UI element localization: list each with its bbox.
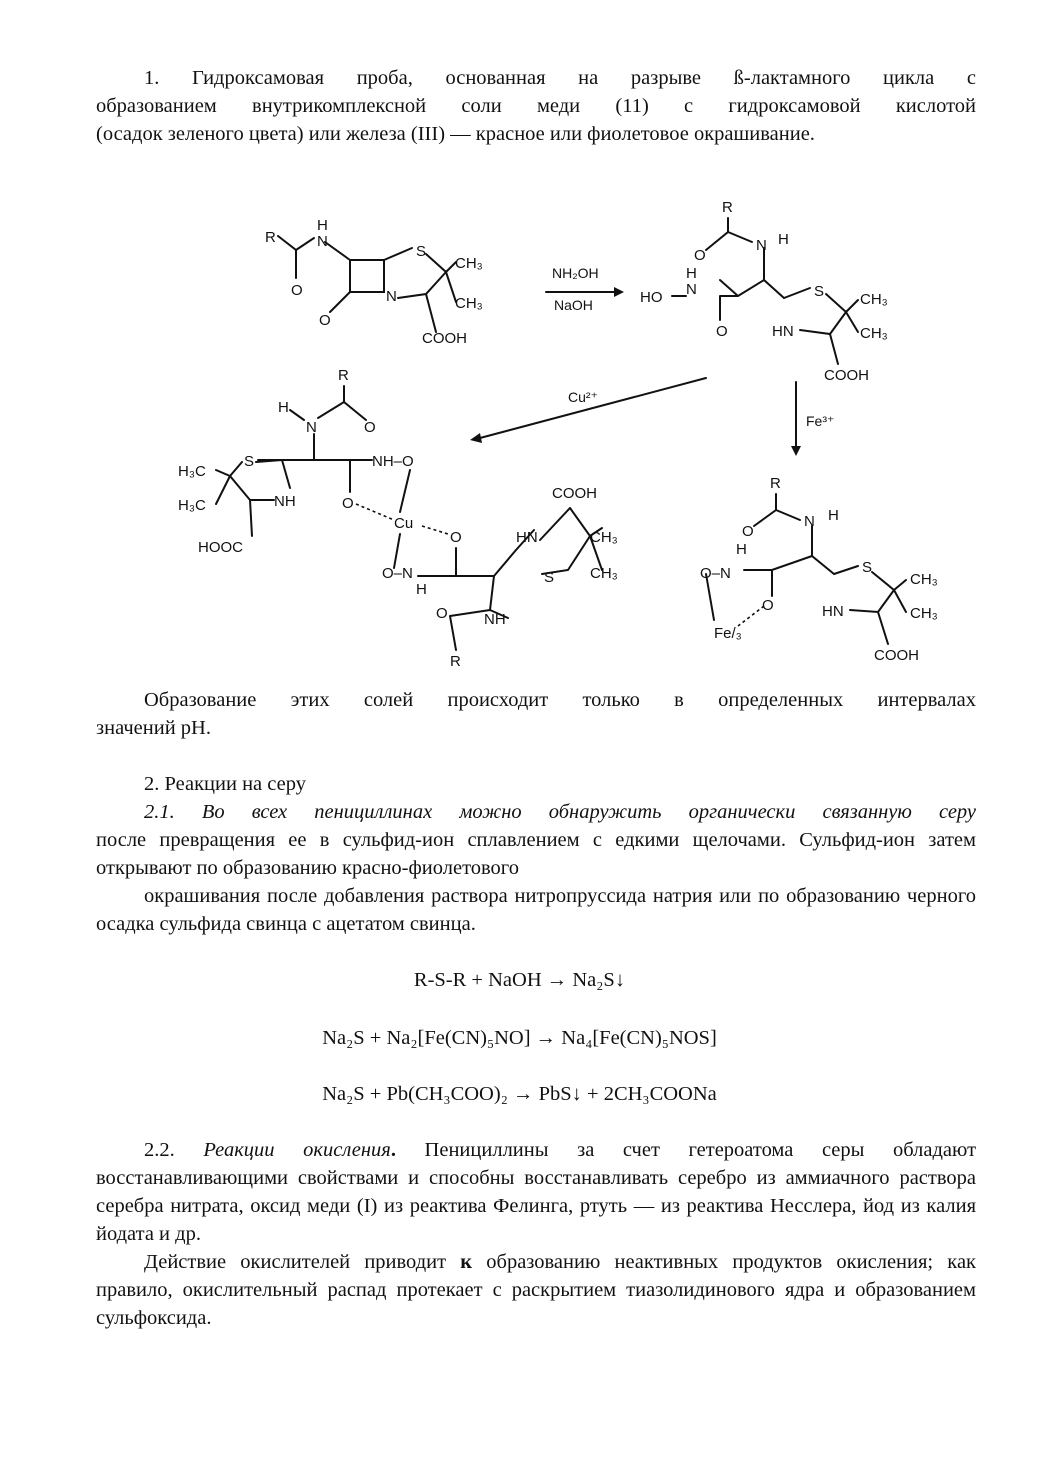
atom-cooh: COOH: [874, 647, 919, 664]
atom-cooh: COOH: [422, 330, 467, 347]
atom-ch3: CH₃: [455, 295, 483, 312]
section-2-1-italic: [96, 798, 976, 826]
atom-s: S: [544, 569, 555, 586]
atom-o-n: O–N: [382, 565, 413, 582]
atom-nh-o: NH–O: [372, 453, 414, 470]
section-2-2-paragraph-2: [96, 1248, 976, 1332]
atom-s: S: [416, 243, 427, 260]
atom-o: O: [742, 523, 754, 540]
atom-n: N: [317, 233, 328, 250]
atom-n: N: [804, 513, 815, 530]
intro-line-1: 1. Гидроксамовая проба, основанная на разрыве ß-лактамного цикла с: [144, 67, 976, 89]
atom-o-n: O–N: [700, 565, 731, 582]
atom-h: H: [686, 265, 697, 282]
atom-o: O: [694, 247, 706, 264]
reaction-arrow-fe: [791, 382, 834, 456]
atom-hn: HN: [772, 323, 794, 340]
section-2-2-p2-start: Действие окислителей приводит: [144, 1251, 461, 1273]
atom-n: N: [686, 281, 697, 298]
atom-h: H: [736, 541, 747, 558]
atom-hn: HN: [822, 603, 844, 620]
section-2-heading: 2. Реакции на серу: [144, 773, 306, 795]
atom-h: H: [828, 507, 839, 524]
atom-r: R: [338, 367, 349, 384]
equation-1: R-S-R + NaOH → Na₂S↓: [413, 969, 626, 991]
atom-cu: Cu: [394, 515, 414, 532]
atom-h: H: [278, 399, 289, 416]
atom-s: S: [814, 283, 825, 300]
reagent-naoh: NaOH: [554, 297, 593, 313]
copper-complex-structure: [178, 367, 618, 670]
atom-cooh: COOH: [552, 485, 597, 502]
atom-ch3: CH₃: [455, 255, 483, 272]
hydroxamic-acid-structure: [640, 199, 888, 384]
atom-nh: NH: [484, 611, 506, 628]
atom-hooc: HOOC: [198, 539, 243, 556]
atom-r: R: [450, 653, 461, 670]
atom-fe: Fe/₃: [714, 625, 742, 642]
atom-ch3: CH₃: [860, 325, 888, 342]
atom-o: O: [450, 529, 462, 546]
atom-r: R: [722, 199, 733, 216]
atom-h3c: H₃C: [178, 497, 206, 514]
atom-ch3: CH₃: [590, 565, 618, 582]
atom-r: R: [265, 229, 276, 246]
atom-n: N: [306, 419, 317, 436]
atom-n: N: [756, 237, 767, 254]
after-scheme-line-2: значений pH.: [96, 717, 211, 739]
section-2-2-number: 2.2.: [144, 1139, 175, 1161]
atom-o: O: [436, 605, 448, 622]
reaction-scheme: [150, 170, 980, 680]
section-2-1-italic-text: 2.1. Во всех пенициллинах можно обнаружить органически связанную серу: [144, 801, 976, 823]
section-2-2-p2-rest: образованию неактивных продуктов окисления; как правило, окислительный распад протекает с раскрытием тиазолидинового ядра и образованием сульфоксида.: [96, 1251, 976, 1329]
reagent-cu: Cu²⁺: [568, 389, 598, 405]
atom-n: N: [386, 288, 397, 305]
section-2-2-paragraph: [96, 1136, 976, 1248]
equation-2: Na₂S + Na₂[Fe(CN)₅NO] → Na₄[Fe(CN)₅NOS]: [322, 1027, 717, 1049]
intro-line-3: (осадок зеленого цвета) или железа (III) — красное или фиолетовое окрашивание.: [96, 123, 815, 145]
atom-h3c: H₃C: [178, 463, 206, 480]
atom-cooh: COOH: [824, 367, 869, 384]
reagent-fe: Fe³⁺: [806, 413, 835, 429]
section-2-1-rest: после превращения ее в сульфид-ион сплавлением с едкими щелочами. Сульфид-ион затем открывают по образованию красно-фиолетового: [96, 829, 976, 879]
section-2-2-title: Реакции окисления: [203, 1139, 391, 1161]
atom-h: H: [778, 231, 789, 248]
atom-nh: NH: [274, 493, 296, 510]
reagent-nh2oh: NH₂OH: [552, 265, 599, 281]
section-2-2-p2-bold: к: [460, 1251, 473, 1273]
equation-3: Na₂S + Pb(CH₃COO)₂ → PbS↓ + 2CH₃COONa: [322, 1083, 717, 1105]
reaction-arrow-1: [546, 265, 624, 313]
intro-line-2: образованием внутрикомплексной соли меди (11) с гидроксамовой кислотой: [96, 95, 976, 117]
atom-o: O: [291, 282, 303, 299]
after-scheme-line-1: Образование этих солей происходит только в определенных интервалах: [144, 689, 976, 711]
atom-o: O: [364, 419, 376, 436]
atom-ch3: CH₃: [910, 605, 938, 622]
penicillin-structure: [265, 217, 483, 347]
atom-ch3: CH₃: [590, 529, 618, 546]
atom-o: O: [319, 312, 331, 329]
section-2-1-continuation: окрашивания после добавления раствора нитропруссида натрия или по образованию черного осадка сульфида свинца с ацетатом свинца.: [96, 885, 976, 935]
atom-o: O: [716, 323, 728, 340]
section-2-2-text: Пенициллины за счет гетероатома серы обладают восстанавливающими свойствами и способны восстанавливать серебро из аммиачного раствора серебра нитрата, оксид меди (I) из реактива Фелинга, ртуть — из реактива Несслера, йод из калия йодата и др.: [96, 1139, 977, 1245]
reaction-arrow-cu: [470, 378, 706, 443]
atom-r: R: [770, 475, 781, 492]
atom-s: S: [862, 559, 873, 576]
atom-s: S: [244, 453, 255, 470]
section-2-2-title-period: .: [390, 1139, 396, 1161]
atom-o: O: [342, 495, 354, 512]
atom-h: H: [317, 217, 328, 234]
atom-hn: HN: [516, 529, 538, 546]
iron-complex-structure: [700, 475, 938, 664]
atom-o: O: [762, 597, 774, 614]
atom-ho: HO: [640, 289, 663, 306]
atom-h: H: [416, 581, 427, 598]
atom-ch3: CH₃: [910, 571, 938, 588]
atom-ch3: CH₃: [860, 291, 888, 308]
